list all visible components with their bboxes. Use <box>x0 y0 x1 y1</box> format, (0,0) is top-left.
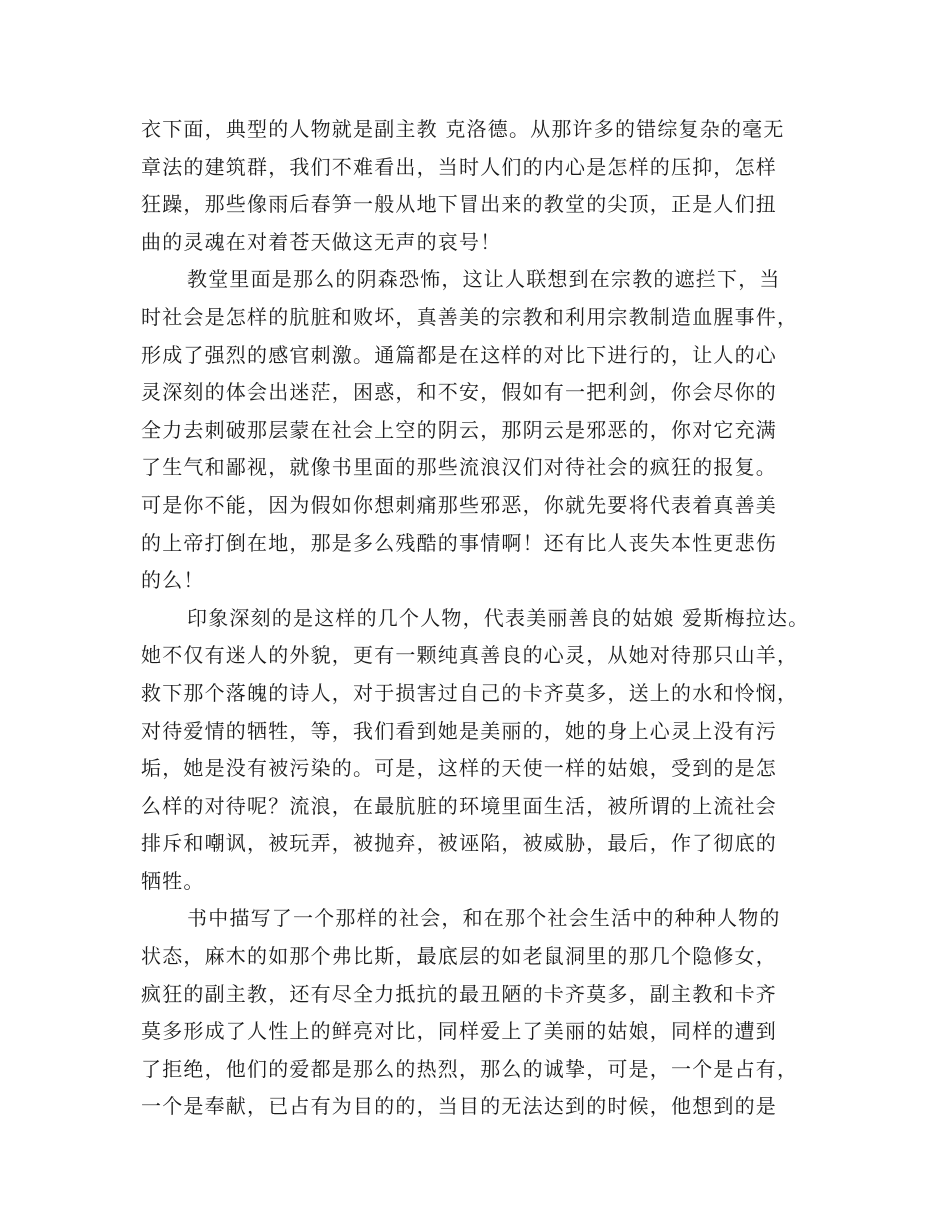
text-line: 她不仅有迷人的外貌，更有一颗纯真善良的心灵，从她对待那只山羊， <box>141 643 799 668</box>
text-line: 衣下面，典型的人物就是副主教 克洛德。从那许多的错综复杂的毫无 <box>141 117 785 141</box>
text-line: 曲的灵魂在对着苍天做这无声的哀号！ <box>141 229 502 254</box>
text-line: 垢，她是没有被污染的。可是，这样的天使一样的姑娘，受到的是怎 <box>141 756 777 781</box>
text-line: 救下那个落魄的诗人，对于损害过自己的卡齐莫多，送上的水和怜悯， <box>141 680 799 705</box>
text-line: 的上帝打倒在地，那是多么残酷的事情啊！还有比人丧失本性更悲伤 <box>141 530 777 555</box>
text-line: 么样的对待呢？流浪，在最肮脏的环境里面生活，被所谓的上流社会 <box>141 793 777 818</box>
text-line: 排斥和嘲讽，被玩弄，被抛弃，被诬陷，被威胁，最后，作了彻底的 <box>141 831 777 856</box>
text-line: 书中描写了一个那样的社会，和在那个社会生活中的种种人物的 <box>187 906 781 931</box>
text-line: 印象深刻的是这样的几个人物，代表美丽善良的姑娘 爱斯梅拉达。 <box>187 605 810 630</box>
text-line: 可是你不能，因为假如你想刺痛那些邪恶，你就先要将代表着真善美 <box>141 492 777 517</box>
text-line: 全力去刺破那层蒙在社会上空的阴云，那阴云是邪恶的，你对它充满 <box>141 417 777 442</box>
paragraph-1 <box>141 111 841 261</box>
text-line: 章法的建筑群，我们不难看出，当时人们的内心是怎样的压抑，怎样 <box>141 154 777 179</box>
text-line: 莫多形成了人性上的鲜亮对比，同样爱上了美丽的姑娘，同样的遭到 <box>141 1019 777 1044</box>
text-line: 教堂里面是那么的阴森恐怖，这让人联想到在宗教的遮拦下，当 <box>187 267 781 292</box>
text-line: 疯狂的副主教，还有尽全力抵抗的最丑陋的卡齐莫多，副主教和卡齐 <box>141 981 777 1006</box>
text-line: 的么！ <box>141 568 205 593</box>
text-line: 形成了强烈的感官刺激。通篇都是在这样的对比下进行的，让人的心 <box>141 342 777 367</box>
paragraph-3 <box>141 600 841 901</box>
text-line: 时社会是怎样的肮脏和败坏，真善美的宗教和利用宗教制造血腥事件， <box>141 304 799 329</box>
text-line: 灵深刻的体会出迷茫，困惑，和不安，假如有一把利剑，你会尽你的 <box>141 380 777 405</box>
text-line: 了拒绝，他们的爱都是那么的热烈，那么的诚挚，可是，一个是占有， <box>141 1056 799 1081</box>
text-line: 了生气和鄙视，就像书里面的那些流浪汉们对待社会的疯狂的报复。 <box>141 455 777 480</box>
text-line: 一个是奉献，已占有为目的的，当目的无法达到的时候，他想到的是 <box>141 1094 777 1119</box>
paragraph-4 <box>141 900 841 1126</box>
paragraph-2 <box>141 261 841 599</box>
text-line: 牺牲。 <box>141 868 205 893</box>
essay-body <box>141 111 841 1126</box>
text-line: 状态，麻木的如那个弗比斯，最底层的如老鼠洞里的那几个隐修女， <box>141 944 777 969</box>
text-line: 对待爱情的牺牲，等，我们看到她是美丽的，她的身上心灵上没有污 <box>141 718 777 743</box>
text-line: 狂躁，那些像雨后春笋一般从地下冒出来的教堂的尖顶，正是人们扭 <box>141 192 777 217</box>
